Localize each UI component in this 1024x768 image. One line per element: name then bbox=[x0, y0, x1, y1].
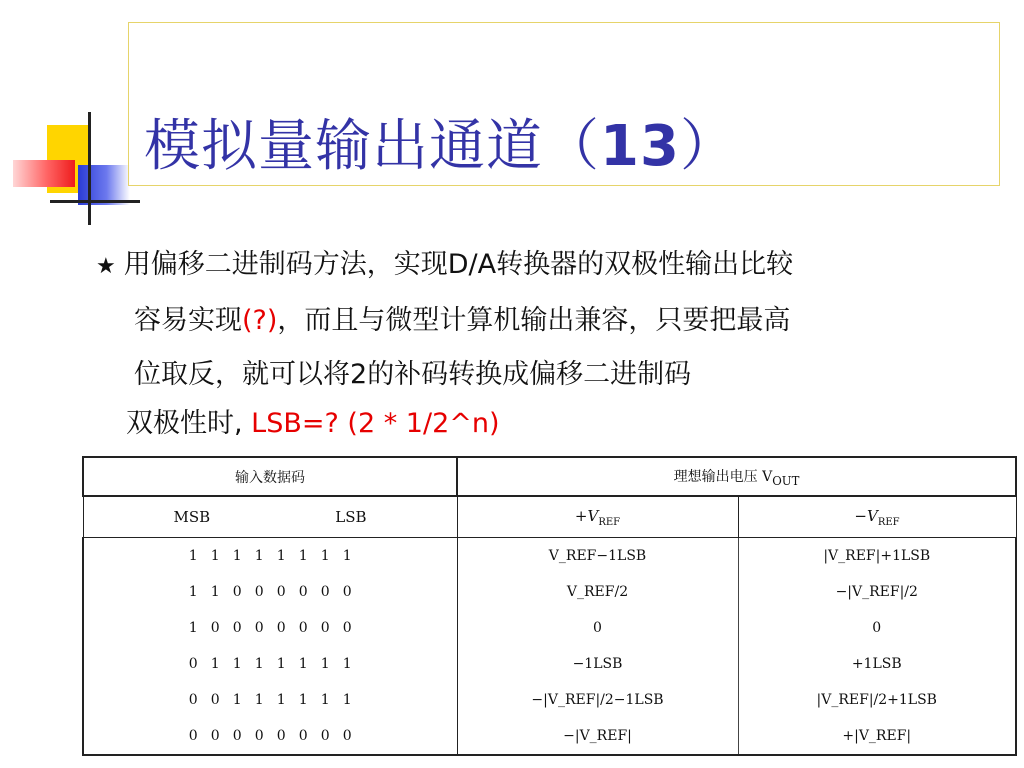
star-bullet-icon: ★ bbox=[96, 254, 116, 279]
bit: 1 bbox=[232, 656, 242, 672]
bit: 1 bbox=[210, 584, 220, 600]
bullet-text: 用偏移二进制码方法，实现 bbox=[123, 249, 448, 280]
title-number: 13 bbox=[600, 114, 680, 179]
bit: 1 bbox=[232, 548, 242, 564]
table-row bbox=[83, 682, 1016, 718]
bit: 0 bbox=[232, 728, 242, 744]
pos-vref-label: +V bbox=[574, 506, 599, 525]
bullet-text: 容易实现 bbox=[134, 305, 242, 336]
title-text: 模拟量输出通道（ bbox=[144, 114, 600, 179]
bit: 0 bbox=[298, 620, 308, 636]
lsb-label: LSB bbox=[335, 508, 367, 526]
bit: 1 bbox=[320, 692, 330, 708]
bit: 1 bbox=[254, 656, 264, 672]
bit: 1 bbox=[298, 692, 308, 708]
decor-blue-bar bbox=[78, 165, 130, 205]
bullet-text: ，而且与微型计算机输出兼容，只要把最高 bbox=[277, 305, 791, 336]
bit: 0 bbox=[232, 620, 242, 636]
bit: 0 bbox=[188, 656, 198, 672]
neg-vref-value: 0 bbox=[738, 610, 1016, 646]
table-row bbox=[83, 646, 1016, 682]
decor-horizontal-line bbox=[50, 200, 140, 203]
bits-cell bbox=[83, 574, 457, 610]
table-row bbox=[83, 718, 1016, 755]
note-lsb-red: LSB=? (2 * 1/2^n) bbox=[242, 408, 500, 439]
header-output-voltage bbox=[457, 457, 1016, 496]
bit: 1 bbox=[254, 548, 264, 564]
table-row bbox=[83, 574, 1016, 610]
bit: 1 bbox=[188, 548, 198, 564]
bit: 1 bbox=[298, 656, 308, 672]
msb-lsb-cell bbox=[83, 496, 457, 538]
bit: 0 bbox=[276, 620, 286, 636]
bits-cell bbox=[83, 538, 457, 575]
bipolar-note bbox=[126, 404, 500, 444]
pos-vref-cell bbox=[457, 496, 738, 538]
bit: 0 bbox=[320, 584, 330, 600]
header-input-code-label: 输入数据码 bbox=[235, 469, 305, 486]
bits-cell bbox=[83, 718, 457, 755]
bit: 0 bbox=[298, 728, 308, 744]
bit: 1 bbox=[342, 548, 352, 564]
table-header-row bbox=[83, 457, 1016, 496]
bit: 0 bbox=[254, 584, 264, 600]
offset-binary-table bbox=[82, 456, 1017, 756]
bit: 1 bbox=[276, 692, 286, 708]
bit: 0 bbox=[254, 728, 264, 744]
bit: 1 bbox=[342, 656, 352, 672]
bit: 1 bbox=[276, 548, 286, 564]
table-row bbox=[83, 538, 1016, 575]
bit: 0 bbox=[320, 728, 330, 744]
bit: 1 bbox=[254, 692, 264, 708]
bits-cell bbox=[83, 682, 457, 718]
bit: 0 bbox=[188, 692, 198, 708]
bit: 1 bbox=[210, 656, 220, 672]
bullet-text: D/A bbox=[447, 249, 497, 280]
bit: 0 bbox=[342, 620, 352, 636]
pos-vref-value: −1LSB bbox=[457, 646, 738, 682]
note-text: 双极性时 bbox=[126, 408, 234, 439]
pos-vref-value: −|V_REF| bbox=[457, 718, 738, 755]
bullet-text: 位取反，就可以将 bbox=[134, 359, 350, 390]
bit: 0 bbox=[254, 620, 264, 636]
bit: 1 bbox=[320, 656, 330, 672]
neg-vref-sub: REF bbox=[877, 516, 900, 528]
neg-vref-value: +1LSB bbox=[738, 646, 1016, 682]
bullet-text: 2 bbox=[350, 359, 368, 390]
bit: 0 bbox=[210, 728, 220, 744]
decor-vertical-line bbox=[88, 112, 91, 225]
bit: 0 bbox=[188, 728, 198, 744]
bit: 1 bbox=[342, 692, 352, 708]
neg-vref-cell bbox=[738, 496, 1016, 538]
msb-label: MSB bbox=[173, 508, 211, 526]
bit: 0 bbox=[298, 584, 308, 600]
bit: 1 bbox=[210, 548, 220, 564]
neg-vref-value: |V_REF|/2+1LSB bbox=[738, 682, 1016, 718]
bit: 0 bbox=[210, 620, 220, 636]
header-output-label: 理想输出电压 V bbox=[673, 468, 773, 485]
neg-vref-value: −|V_REF|/2 bbox=[738, 574, 1016, 610]
pos-vref-value: V_REF/2 bbox=[457, 574, 738, 610]
bits-cell bbox=[83, 646, 457, 682]
bit: 1 bbox=[320, 548, 330, 564]
neg-vref-value: |V_REF|+1LSB bbox=[738, 538, 1016, 575]
note-comma: , bbox=[234, 408, 243, 439]
table-row bbox=[83, 610, 1016, 646]
bit: 0 bbox=[320, 620, 330, 636]
pos-vref-value: 0 bbox=[457, 610, 738, 646]
bit: 1 bbox=[188, 620, 198, 636]
bit: 0 bbox=[276, 728, 286, 744]
bit: 1 bbox=[188, 584, 198, 600]
pos-vref-value: V_REF−1LSB bbox=[457, 538, 738, 575]
bit: 0 bbox=[342, 584, 352, 600]
bullet-text: 的补码转换成偏移二进制码 bbox=[367, 359, 692, 390]
bit: 1 bbox=[276, 656, 286, 672]
header-input-code bbox=[83, 457, 457, 496]
bullet-paragraph bbox=[96, 238, 793, 402]
neg-vref-label: −V bbox=[854, 506, 878, 525]
bit: 0 bbox=[232, 584, 242, 600]
bullet-question-red: (?) bbox=[242, 305, 278, 336]
pos-vref-sub: REF bbox=[598, 516, 621, 528]
bit: 1 bbox=[298, 548, 308, 564]
bit: 0 bbox=[276, 584, 286, 600]
table-subheader-row bbox=[83, 496, 1016, 538]
bit: 1 bbox=[232, 692, 242, 708]
neg-vref-value: +|V_REF| bbox=[738, 718, 1016, 755]
pos-vref-value: −|V_REF|/2−1LSB bbox=[457, 682, 738, 718]
title-close-paren: ） bbox=[679, 114, 737, 179]
slide-title bbox=[144, 112, 737, 182]
header-output-sub: OUT bbox=[772, 473, 800, 488]
decor-red-bar bbox=[13, 160, 75, 187]
bits-cell bbox=[83, 610, 457, 646]
bit: 0 bbox=[342, 728, 352, 744]
bullet-text: 转换器的双极性输出比较 bbox=[496, 249, 794, 280]
bit: 0 bbox=[210, 692, 220, 708]
